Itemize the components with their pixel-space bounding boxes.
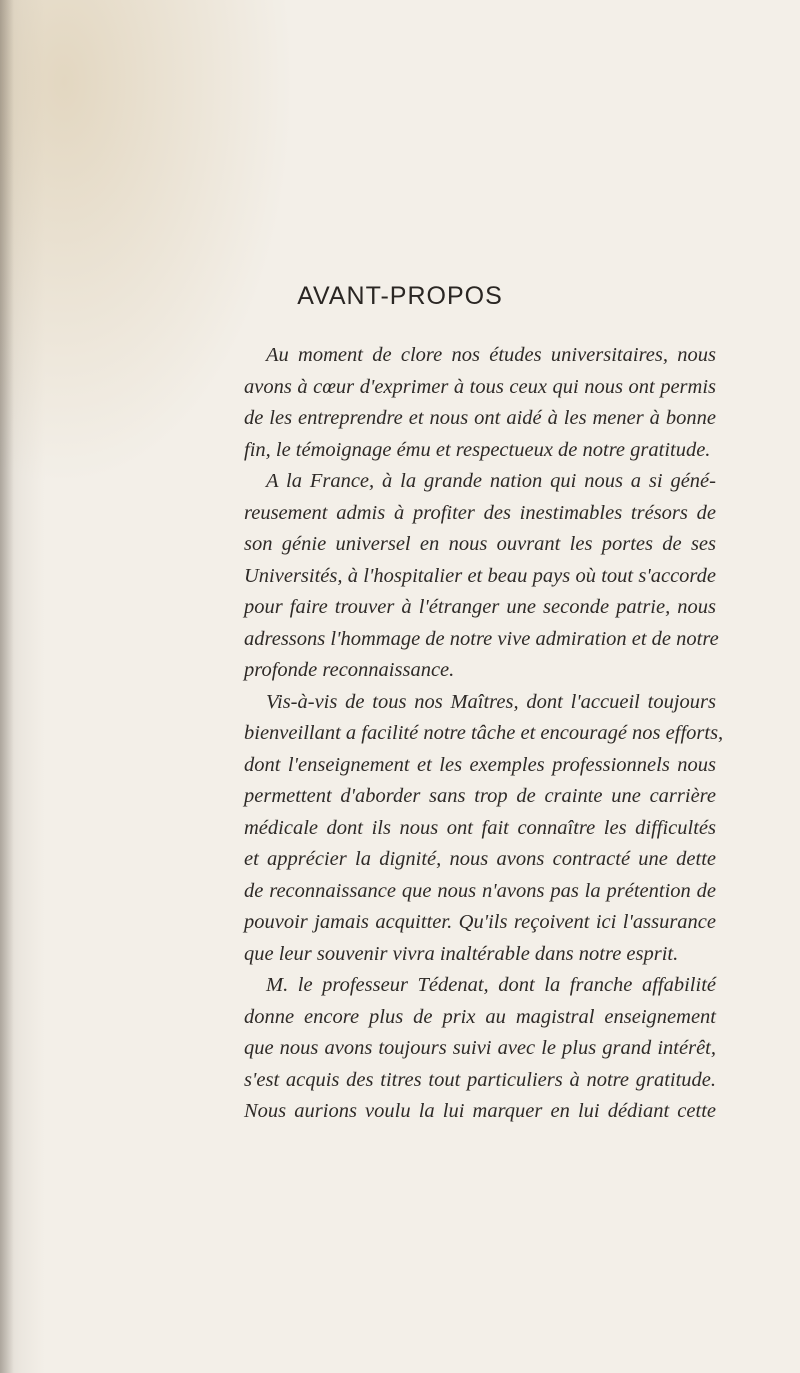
text-line: son génie universel en nous ouvrant les portes de ses xyxy=(244,533,716,555)
text-line: s'est acquis des titres tout particuliers à notre gratitude. xyxy=(244,1068,716,1091)
text-line: adressons l'hommage de notre vive admiration et de notre xyxy=(244,627,719,650)
avant-propos-body xyxy=(244,340,724,1128)
page-spine-shadow xyxy=(0,0,14,1373)
text-line: que nous avons toujours suivi avec le plus grand intérêt, xyxy=(244,1037,716,1059)
text-line: Au moment de clore nos études universitaires, nous xyxy=(266,344,716,366)
text-line: pour faire trouver à l'étranger une seconde patrie, nous xyxy=(244,596,716,618)
text-line: de les entreprendre et nous ont aidé à les mener à bonne xyxy=(244,407,716,429)
text-line: avons à cœur d'exprimer à tous ceux qui nous ont permis xyxy=(244,375,716,398)
text-line: Nous aurions voulu la lui marquer en lui dédiant cette xyxy=(244,1100,716,1122)
text-line: bienveillant a facilité notre tâche et encouragé nos efforts, xyxy=(244,722,724,744)
text-line: que leur souvenir vivra inaltérable dans notre esprit. xyxy=(244,942,679,965)
text-line: M. le professeur Tédenat, dont la franche affabilité xyxy=(266,974,716,996)
text-line: Vis-à-vis de tous nos Maîtres, dont l'accueil toujours xyxy=(266,690,716,713)
text-line: A la France, à la grande nation qui nous a si géné- xyxy=(266,470,716,492)
text-line: donne encore plus de prix au magistral enseignement xyxy=(244,1005,716,1028)
text-line: pouvoir jamais acquitter. Qu'ils reçoivent ici l'assurance xyxy=(244,911,716,933)
text-line: dont l'enseignement et les exemples professionnels nous xyxy=(244,753,716,776)
text-line: Universités, à l'hospitalier et beau pays où tout s'accorde xyxy=(244,564,716,587)
text-line: médicale dont ils nous ont fait connaître les difficultés xyxy=(244,816,716,839)
text-line: permettent d'aborder sans trop de crainte une carrière xyxy=(244,785,716,807)
text-line: de reconnaissance que nous n'avons pas la prétention de xyxy=(244,879,716,902)
text-line: et apprécier la dignité, nous avons contracté une dette xyxy=(244,848,716,870)
text-line: profonde reconnaissance. xyxy=(244,659,455,681)
page-title: AVANT-PROPOS xyxy=(297,282,503,310)
text-line: fin, le témoignage ému et respectueux de notre gratitude. xyxy=(244,438,711,461)
text-line: reusement admis à profiter des inestimables trésors de xyxy=(244,501,716,524)
